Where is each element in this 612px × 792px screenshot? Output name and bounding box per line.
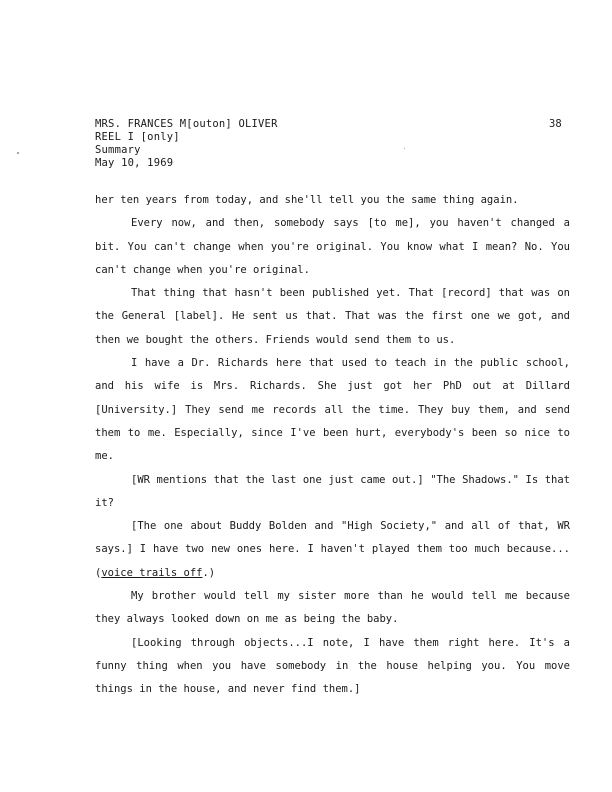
document-type: Summary (95, 144, 141, 156)
paragraph-3: That thing that hasn't been published yet. That [record] that was on the General [label]. He sent us that. That was the first one we got, and then we bought the others. Friends would send them to us. (95, 287, 570, 346)
paragraph-8: [Looking through objects...I note, I have them right here. It's a funny thing when you have somebody in the house helping you. You move things in the house, and never find them.] (95, 636, 570, 696)
paragraph-7: My brother would tell my sister more than he would tell me because they always looked down on me as being the baby. (95, 590, 570, 626)
paragraph-4: I have a Dr. Richards here that used to teach in the public school, and his wife is Mrs. Richards. She just got her PhD out at Dillard [University.] They send me records all the time. They buy them, and send them to me. Especially, since I've been hurt, everybody's been so nice to me. (95, 357, 570, 463)
paragraph-6-text: [The one about Buddy Bolden and "High Society," and all of that, WR says.] I have two new ones here. I haven't played them too much because...( (95, 520, 570, 579)
paragraph-5: [WR mentions that the last one just came out.] "The Shadows." Is that it? (95, 473, 570, 509)
document-header (95, 118, 278, 170)
scan-speck (404, 148, 405, 149)
paragraph-1: her ten years from today, and she'll tell you the same thing again. (95, 194, 519, 206)
underlined-note: voice trails off (101, 566, 203, 579)
interviewee-name: MRS. FRANCES M[outon] OLIVER (95, 118, 278, 130)
scan-speck (17, 152, 19, 154)
reel-label: REEL I [only] (95, 131, 180, 143)
paragraph-2: Every now, and then, somebody says [to me], you haven't changed a bit. You can't change when you're original. You know what I mean? No. You can't change when you're original. (95, 217, 570, 276)
paragraph-6-end: .) (202, 566, 216, 579)
transcript-body (95, 189, 570, 702)
page-number: 38 (549, 118, 562, 130)
paragraph-6 (95, 515, 570, 585)
interview-date: May 10, 1969 (95, 157, 174, 169)
